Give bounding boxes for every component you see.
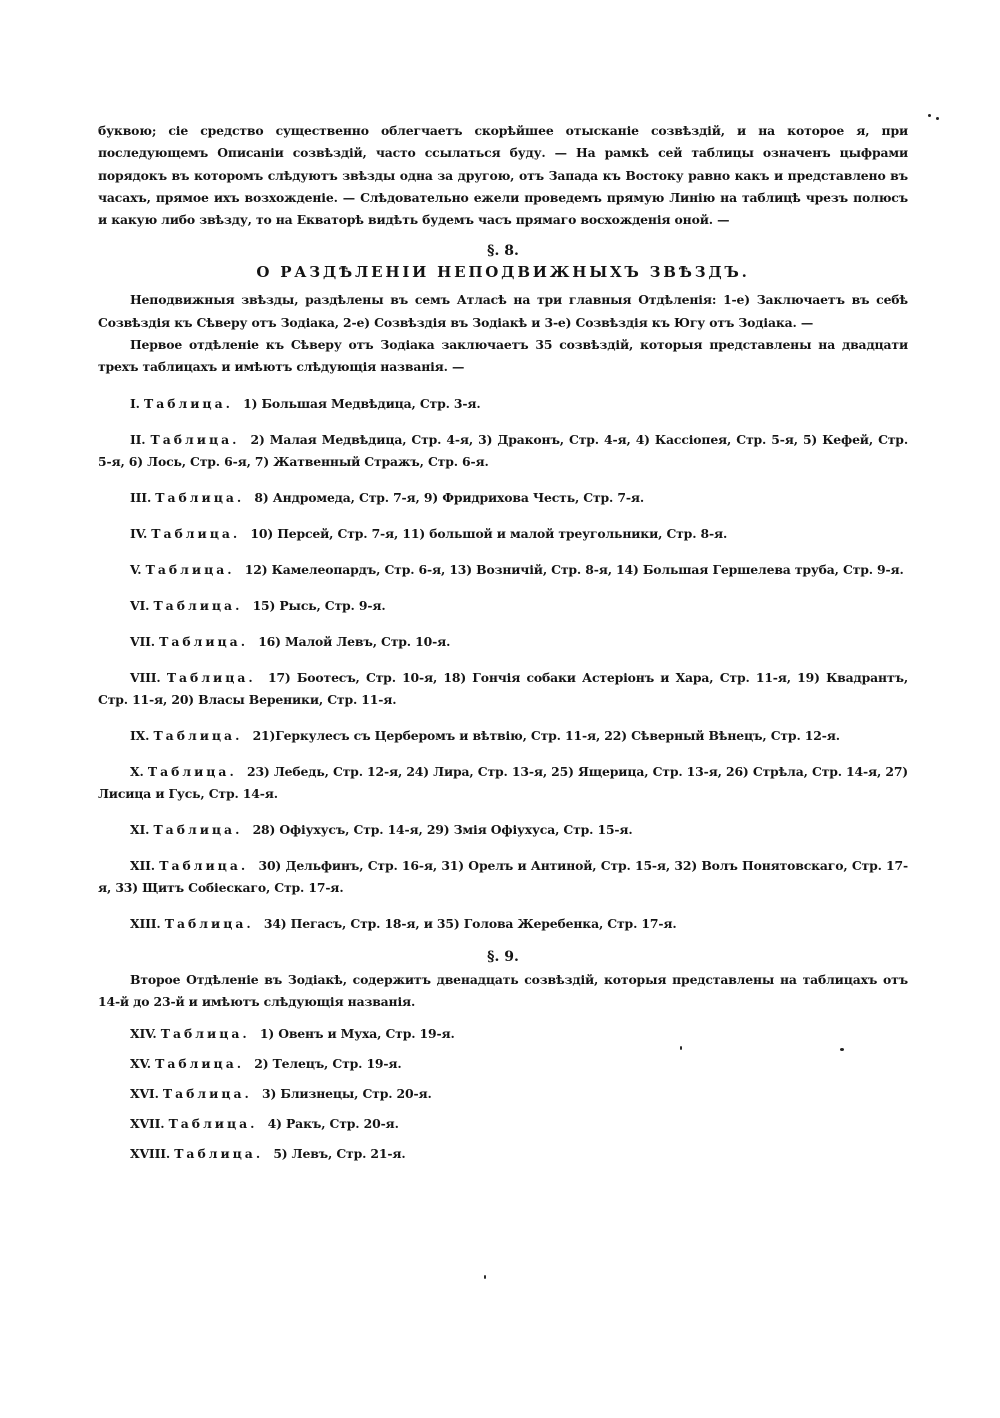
section-9-number: §. 9. [487, 948, 519, 965]
table-number: XI. [130, 821, 150, 837]
table-contents: 23) Лебедь, Стр. 12-я, 24) Лира, Стр. 13-я, 25) Ящерица, Стр. 13-я, 26) Стрѣла, Стр. 14-я, 27) Лисица и Гусь, Стр. 14-я. [98, 763, 909, 801]
table-contents: 8) Андромеда, Стр. 7-я, 9) Фридриxова Честь, Стр. 7-я. [254, 489, 645, 505]
table-contents: 17) Боотесъ, Стр. 10-я, 18) Гончія собаки Астеріонъ и Хара, Стр. 11-я, 19) Квадрантъ, Стр. 11-я, 20) Власы Вереники, Стр. 11-я. [98, 669, 908, 707]
table-entry [98, 595, 908, 617]
table-number: VII. [130, 633, 155, 649]
table-entry [98, 631, 908, 653]
table-entry [98, 1113, 908, 1135]
table-number: XVI. [130, 1086, 159, 1102]
table-number: V. [130, 561, 142, 577]
table-entry [98, 559, 908, 581]
scan-speck [928, 114, 931, 117]
table-word: Таблица. [160, 1026, 250, 1042]
table-word: Таблица. [166, 669, 256, 685]
table-number: VIII. [130, 669, 161, 685]
table-word: Таблица. [153, 727, 243, 743]
scan-speck [936, 117, 939, 120]
section-8-paragraph-2: Первое отдѣленіе къ Сѣверу отъ Зодіака заключаетъ 35 созвѣздій, которыя представлены на двадцати трехъ таблицахъ и имѣютъ слѣдующія названія. — [98, 337, 908, 375]
table-number: XIV. [130, 1026, 157, 1042]
table-word: Таблица. [143, 395, 233, 411]
table-word: Таблица. [159, 857, 249, 873]
table-contents: 5) Левъ, Стр. 21-я. [273, 1146, 406, 1162]
table-entry [98, 667, 908, 711]
scan-speck [840, 1048, 844, 1051]
table-number: III. [130, 489, 152, 505]
table-word: Таблица. [147, 763, 237, 779]
section-8-number: §. 8. [487, 243, 519, 260]
table-entry [98, 1023, 908, 1045]
table-contents: 34) Пегасъ, Стр. 18-я, и 35) Голова Жеребенка, Стр. 17-я. [263, 915, 677, 931]
table-contents: 3) Близнецы, Стр. 20-я. [262, 1086, 432, 1102]
table-entry [98, 393, 908, 415]
table-number: I. [130, 395, 140, 411]
table-number: XV. [130, 1056, 151, 1072]
table-entry [98, 913, 908, 935]
document-page [98, 120, 908, 1173]
table-word: Таблица. [159, 633, 249, 649]
table-word: Таблица. [150, 431, 240, 447]
table-contents: 1) Большая Медвѣдица, Стр. 3-я. [243, 395, 481, 411]
table-word: Таблица. [155, 489, 245, 505]
table-number: IX. [130, 727, 150, 743]
table-word: Таблица. [151, 525, 241, 541]
table-contents: 16) Малой Левъ, Стр. 10-я. [258, 633, 451, 649]
table-contents: 15) Рысь, Стр. 9-я. [252, 597, 386, 613]
table-word: Таблица. [162, 1086, 252, 1102]
table-word: Таблица. [155, 1056, 245, 1072]
table-list-north [98, 393, 908, 935]
table-number: XII. [130, 857, 155, 873]
table-entry [98, 725, 908, 747]
table-word: Таблица. [174, 1146, 264, 1162]
table-entry [98, 855, 908, 899]
table-entry [98, 1143, 908, 1165]
section-8-paragraph-1: Неподвижныя звѣзды, раздѣлены въ семъ Атласѣ на три главныя Отдѣленія: 1-е) Заключаетъ въ себѣ Созвѣздія къ Сѣверу отъ Зодіака, 2-е) Созвѣздія въ Зодіакѣ и 3-е) Созвѣздія къ Югу отъ Зодіака. — [98, 292, 908, 330]
table-word: Таблица. [164, 915, 254, 931]
table-contents: 1) Овенъ и Муха, Стр. 19-я. [259, 1026, 455, 1042]
table-word: Таблица. [153, 821, 243, 837]
table-number: XIII. [130, 915, 161, 931]
table-contents: 2) Телецъ, Стр. 19-я. [254, 1056, 402, 1072]
table-number: IV. [130, 525, 148, 541]
table-contents: 30) Дельфинъ, Стр. 16-я, 31) Орелъ и Антиной, Стр. 15-я, 32) Волъ Понятовскаго, Стр. 17-я, 33) Щитъ Собіескаго, Стр. 17-я. [98, 857, 908, 895]
table-contents: 12) Камелеопардъ, Стр. 6-я, 13) Возничій, Стр. 8-я, 14) Большая Гершелева труба, Стр. 9-я. [244, 561, 904, 577]
table-number: XVII. [130, 1116, 165, 1132]
section-9-paragraph-1: Второе Отдѣленіе въ Зодіакѣ, содержитъ двенадцать созвѣздій, которыя представлены на таблицахъ отъ 14-й до 23-й и имѣютъ слѣдующія названія. [98, 971, 908, 1009]
section-8-title: О РАЗДѢЛЕНІИ НЕПОДВИЖНЫХЪ ЗВѢЗДЪ. [256, 263, 750, 282]
intro-paragraph: буквою; сіе средство существенно облегчаетъ скорѣйшее отысканіе созвѣздій, и на которое я, при последующемъ Описаніи созвѣздій, часто ссылаться буду. — На рамкѣ сей таблицы означенъ цыфрами порядокъ въ которомъ слѣдуютъ звѣзды одна за другою, отъ Запада къ Востоку равно какъ и представлено въ часахъ, прямое ихъ возхожденіе. — Слѣдовательно ежели проведемъ прямую Линію на таблицѣ чрезъ полюсъ и какую либо звѣзду, то на Екваторѣ видѣть будемъ часъ прямаго восхожденія оной. — [98, 123, 908, 228]
table-word: Таблица. [153, 597, 243, 613]
table-number: VI. [130, 597, 150, 613]
table-entry [98, 761, 908, 805]
table-contents: 21)Геркулесъ съ Церберомъ и вѣтвію, Стр. 11-я, 22) Сѣверный Вѣнецъ, Стр. 12-я. [252, 727, 840, 743]
table-contents: 10) Персей, Стр. 7-я, 11) большой и малой треугольники, Стр. 8-я. [250, 525, 728, 541]
table-entry [98, 819, 908, 841]
table-number: X. [130, 763, 144, 779]
table-list-zodiac [98, 1023, 908, 1165]
table-contents: 2) Малая Медвѣдица, Стр. 4-я, 3) Драконъ, Стр. 4-я, 4) Кассіопея, Стр. 5-я, 5) Кефей, Стр. 5-я, 6) Лось, Стр. 6-я, 7) Жатвенный Стражъ, Стр. 6-я. [98, 431, 908, 469]
table-entry [98, 1053, 908, 1075]
table-entry [98, 429, 908, 473]
table-word: Таблица. [145, 561, 235, 577]
table-contents: 4) Ракъ, Стр. 20-я. [267, 1116, 399, 1132]
scan-speck [680, 1046, 682, 1050]
table-entry [98, 523, 908, 545]
table-number: XVIII. [130, 1146, 171, 1162]
table-contents: 28) Офіухусъ, Стр. 14-я, 29) Змія Офіухуса, Стр. 15-я. [252, 821, 633, 837]
table-number: II. [130, 431, 146, 447]
table-entry [98, 1083, 908, 1105]
table-word: Таблица. [168, 1116, 258, 1132]
table-entry [98, 487, 908, 509]
scan-speck [484, 1275, 486, 1279]
